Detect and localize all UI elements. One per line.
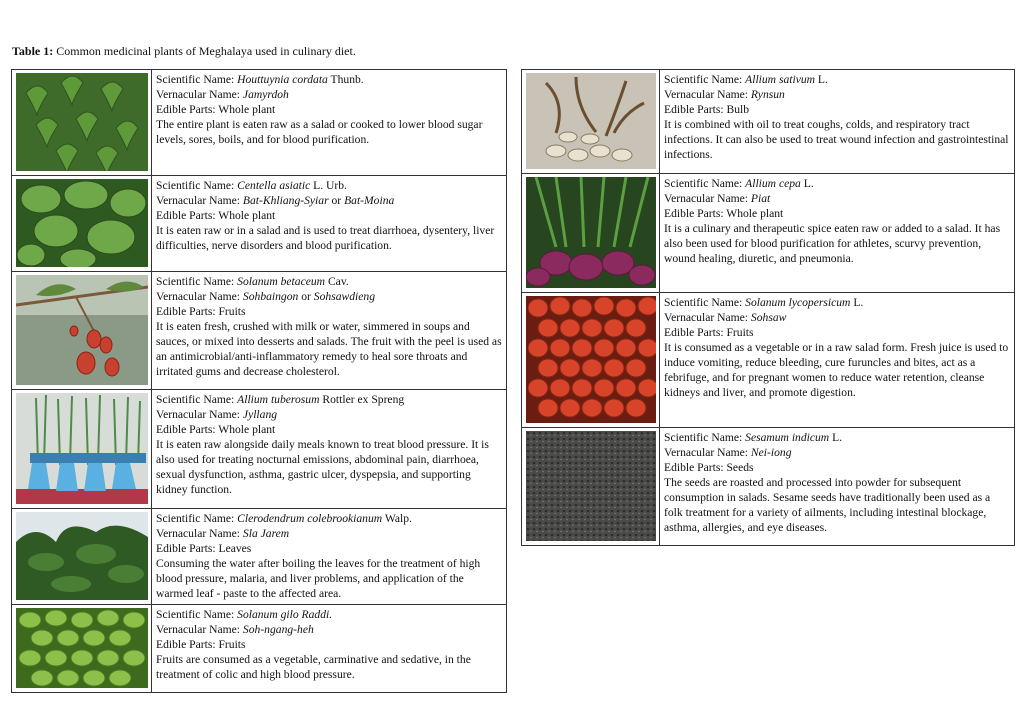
- edible-parts-label: Edible Parts:: [156, 542, 219, 555]
- plant-use-description: It is consumed as a vegetable or in a raw salad form. Fresh juice is used to induce vomiting, reduce bleeding, cure furuncles and bites, act as a febrifuge, and for pregnant women to reduce water retention, cleanse kidneys and liver, and promote digestion.: [664, 341, 1009, 399]
- edible-parts: Fruits: [218, 638, 246, 651]
- scientific-name-authority: Thunb.: [327, 73, 364, 86]
- scientific-name: Allium tuberosum: [237, 393, 320, 406]
- scientific-name-label: Scientific Name:: [156, 393, 238, 406]
- scientific-name-label: Scientific Name:: [156, 179, 238, 192]
- plant-photo-cell: [12, 605, 152, 693]
- scientific-name-line: [156, 178, 502, 193]
- vernacular-name-join: or: [298, 290, 314, 303]
- vernacular-name: Jyllang: [242, 408, 278, 421]
- vernacular-name-label: Vernacular Name:: [156, 408, 243, 421]
- table-row: [12, 176, 507, 272]
- table-row: [12, 509, 507, 605]
- vernacular-name: Soh-ngang-heh: [242, 623, 314, 636]
- table-caption: [12, 44, 356, 58]
- table-row: [522, 174, 1015, 293]
- plant-photo-cell: [522, 174, 660, 293]
- plant-description-cell: [152, 390, 507, 509]
- right-plant-table: [521, 69, 1015, 546]
- plant-use-description: Consuming the water after boiling the leaves for the treatment of high blood pressure, malaria, and liver problems, and application of the warmed leaf - paste to the affected area.: [156, 557, 481, 600]
- scientific-name-label: Scientific Name:: [664, 431, 746, 444]
- edible-parts-label: Edible Parts:: [156, 305, 219, 318]
- vernacular-name-line: [156, 289, 502, 304]
- scientific-name: Solanum gilo Raddi.: [237, 608, 333, 621]
- plant-photo-cell: [12, 70, 152, 176]
- plant-photo-cell: [12, 176, 152, 272]
- table-row: [12, 605, 507, 693]
- chives-image: [16, 393, 148, 504]
- vernacular-name-line: [664, 310, 1010, 325]
- vernacular-name-label: Vernacular Name:: [664, 88, 751, 101]
- vernacular-name: Sohsaw: [750, 311, 787, 324]
- plant-use-description: It is combined with oil to treat coughs, colds, and respiratory tract infections. It can also be used to treat wound infection and gastrointestinal infections.: [664, 118, 1009, 161]
- plant-use-description: It is a culinary and therapeutic spice eaten raw or added to a salad. It has also been used for blood purification for athletes, scurvy prevention, wound healing, diuretic, and pneumonia.: [664, 222, 1001, 265]
- sesame-seeds-image: [526, 431, 656, 541]
- edible-parts-line: [156, 102, 502, 117]
- scientific-name-label: Scientific Name:: [156, 73, 238, 86]
- vernacular-name: Sohbaingon: [242, 290, 299, 303]
- table-row: [522, 70, 1015, 174]
- scientific-name: Clerodendrum colebrookianum: [237, 512, 383, 525]
- scientific-name-label: Scientific Name:: [156, 275, 238, 288]
- vernacular-name-label: Vernacular Name:: [664, 311, 751, 324]
- table-row: [12, 70, 507, 176]
- table-row: [12, 390, 507, 509]
- table-row: [12, 272, 507, 390]
- vernacular-name-label: Vernacular Name:: [156, 194, 243, 207]
- scientific-name: Centella asiatic: [237, 179, 311, 192]
- vernacular-name-line: [156, 407, 502, 422]
- scientific-name-line: [664, 295, 1010, 310]
- vernacular-name: Rynsun: [750, 88, 785, 101]
- edible-parts: Seeds: [726, 461, 754, 474]
- edible-parts-line: [156, 304, 502, 319]
- scientific-name-label: Scientific Name:: [664, 296, 746, 309]
- plant-description-cell: [660, 174, 1015, 293]
- plant-use-description: The entire plant is eaten raw as a salad or cooked to lower blood sugar levels, sores, boils, and for blood purification.: [156, 118, 483, 146]
- plant-description-cell: [152, 176, 507, 272]
- scientific-name-label: Scientific Name:: [156, 512, 238, 525]
- scientific-name-label: Scientific Name:: [664, 73, 746, 86]
- plant-photo-cell: [522, 428, 660, 546]
- vernacular-name-line: [664, 191, 1010, 206]
- plant-use-description: It is eaten fresh, crushed with milk or water, simmered in soups and sauces, or mixed into desserts and salads. The fruit with the peel is used as an antimicrobial/anti-inflammatory remedy to heal sore throats and irritated gums and decrease cholesterol.: [156, 320, 502, 378]
- edible-parts-label: Edible Parts:: [664, 461, 727, 474]
- plant-description-cell: [660, 428, 1015, 546]
- plant-use-description: It is eaten raw alongside daily meals known to treat blood pressure. It is also used for treating nocturnal emissions, abdominal pain, diarrhoea, sexual dysfunction, asthma, gastric ulcer, dyspepsia, and supporting kidney function.: [156, 438, 489, 496]
- centella-leaves-image: [16, 179, 148, 267]
- onion-image: [526, 177, 656, 288]
- vernacular-name: Piat: [750, 192, 771, 205]
- vernacular-name-label: Vernacular Name:: [664, 446, 751, 459]
- plant-use-description: The seeds are roasted and processed into powder for subsequent consumption in salads. Sesame seeds have traditionally been used as a folk treatment for a variety of ailments, including intestinal blockage, asthma, allergies, and eye diseases.: [664, 476, 991, 534]
- scientific-name-line: [156, 511, 502, 526]
- edible-parts-label: Edible Parts:: [156, 638, 219, 651]
- scientific-name-line: [156, 72, 502, 87]
- plant-photo-cell: [12, 390, 152, 509]
- scientific-name-line: [664, 176, 1010, 191]
- edible-parts-line: [156, 637, 502, 652]
- vernacular-name: Jamyrdoh: [242, 88, 289, 101]
- table-caption-text: Common medicinal plants of Meghalaya used in culinary diet.: [53, 44, 356, 58]
- scientific-name-line: [664, 430, 1010, 445]
- scientific-name-label: Scientific Name:: [664, 177, 746, 190]
- scientific-name: Sesamum indicum: [745, 431, 830, 444]
- solanum-gilo-fruits-image: [16, 608, 148, 688]
- edible-parts-label: Edible Parts:: [156, 103, 219, 116]
- scientific-name-line: [156, 607, 502, 622]
- vernacular-name-line: [156, 622, 502, 637]
- edible-parts-label: Edible Parts:: [664, 103, 727, 116]
- plant-photo-cell: [12, 509, 152, 605]
- scientific-name: Houttuynia cordata: [237, 73, 328, 86]
- table-caption-label: Table 1:: [12, 44, 54, 58]
- edible-parts-line: [664, 325, 1010, 340]
- vernacular-name-join: or: [328, 194, 345, 207]
- vernacular-name: Bat-Khliang-Syiar: [242, 194, 329, 207]
- vernacular-name: Sla Jarem: [242, 527, 290, 540]
- edible-parts: Whole plant: [218, 423, 276, 436]
- vernacular-name-line: [156, 526, 502, 541]
- scientific-name: Allium sativum: [745, 73, 816, 86]
- edible-parts-label: Edible Parts:: [156, 209, 219, 222]
- scientific-name: Solanum lycopersicum: [745, 296, 851, 309]
- scientific-name-authority: L. Urb.: [310, 179, 347, 192]
- plant-description-cell: [660, 293, 1015, 428]
- scientific-name-authority: L.: [815, 73, 828, 86]
- left-plant-table: [11, 69, 507, 693]
- vernacular-name-alt: Bat-Moina: [344, 194, 395, 207]
- plant-description-cell: [660, 70, 1015, 174]
- edible-parts-label: Edible Parts:: [664, 207, 727, 220]
- edible-parts: Fruits: [218, 305, 246, 318]
- vernacular-name-line: [156, 87, 502, 102]
- vernacular-name-label: Vernacular Name:: [156, 290, 243, 303]
- edible-parts: Whole plant: [726, 207, 784, 220]
- plant-use-description: Fruits are consumed as a vegetable, carminative and sedative, in the treatment of colic and high blood pressure.: [156, 653, 471, 681]
- scientific-name-authority: Rottler ex Spreng: [319, 393, 405, 406]
- scientific-name-authority: L.: [850, 296, 864, 309]
- clerodendrum-shrub-image: [16, 512, 148, 600]
- vernacular-name-line: [664, 445, 1010, 460]
- houttuynia-leaves-image: [16, 73, 148, 171]
- table-row: [522, 293, 1015, 428]
- edible-parts-line: [664, 206, 1010, 221]
- edible-parts-line: [664, 102, 1010, 117]
- scientific-name-authority: L.: [800, 177, 814, 190]
- edible-parts-line: [664, 460, 1010, 475]
- edible-parts: Fruits: [726, 326, 754, 339]
- scientific-name-line: [664, 72, 1010, 87]
- plant-photo-cell: [12, 272, 152, 390]
- plant-description-cell: [152, 605, 507, 693]
- edible-parts-line: [156, 422, 502, 437]
- scientific-name-authority: L.: [829, 431, 843, 444]
- scientific-name-line: [156, 274, 502, 289]
- edible-parts-line: [156, 541, 502, 556]
- vernacular-name-line: [664, 87, 1010, 102]
- edible-parts: Leaves: [218, 542, 252, 555]
- vernacular-name-label: Vernacular Name:: [156, 623, 243, 636]
- table-row: [522, 428, 1015, 546]
- edible-parts: Whole plant: [218, 103, 276, 116]
- plant-description-cell: [152, 70, 507, 176]
- vernacular-name-label: Vernacular Name:: [664, 192, 751, 205]
- scientific-name: Solanum betaceum: [237, 275, 326, 288]
- scientific-name-line: [156, 392, 502, 407]
- edible-parts-label: Edible Parts:: [664, 326, 727, 339]
- vernacular-name: Nei-iong: [750, 446, 792, 459]
- plant-description-cell: [152, 509, 507, 605]
- scientific-name-authority: Cav.: [325, 275, 349, 288]
- vernacular-name-label: Vernacular Name:: [156, 88, 243, 101]
- plant-photo-cell: [522, 293, 660, 428]
- edible-parts: Whole plant: [218, 209, 276, 222]
- scientific-name-label: Scientific Name:: [156, 608, 238, 621]
- plant-description-cell: [152, 272, 507, 390]
- vernacular-name-line: [156, 193, 502, 208]
- scientific-name: Allium cepa: [745, 177, 801, 190]
- garlic-image: [526, 73, 656, 169]
- plant-use-description: It is eaten raw or in a salad and is used to treat diarrhoea, dysentery, liver difficulties, nerve disorders and blood purification.: [156, 224, 495, 252]
- edible-parts-label: Edible Parts:: [156, 423, 219, 436]
- tomatoes-image: [526, 296, 656, 423]
- edible-parts-line: [156, 208, 502, 223]
- vernacular-name-alt: Sohsawdieng: [313, 290, 375, 303]
- vernacular-name-label: Vernacular Name:: [156, 527, 243, 540]
- scientific-name-authority: Walp.: [382, 512, 412, 525]
- plant-photo-cell: [522, 70, 660, 174]
- tree-tomato-image: [16, 275, 148, 385]
- edible-parts: Bulb: [726, 103, 750, 116]
